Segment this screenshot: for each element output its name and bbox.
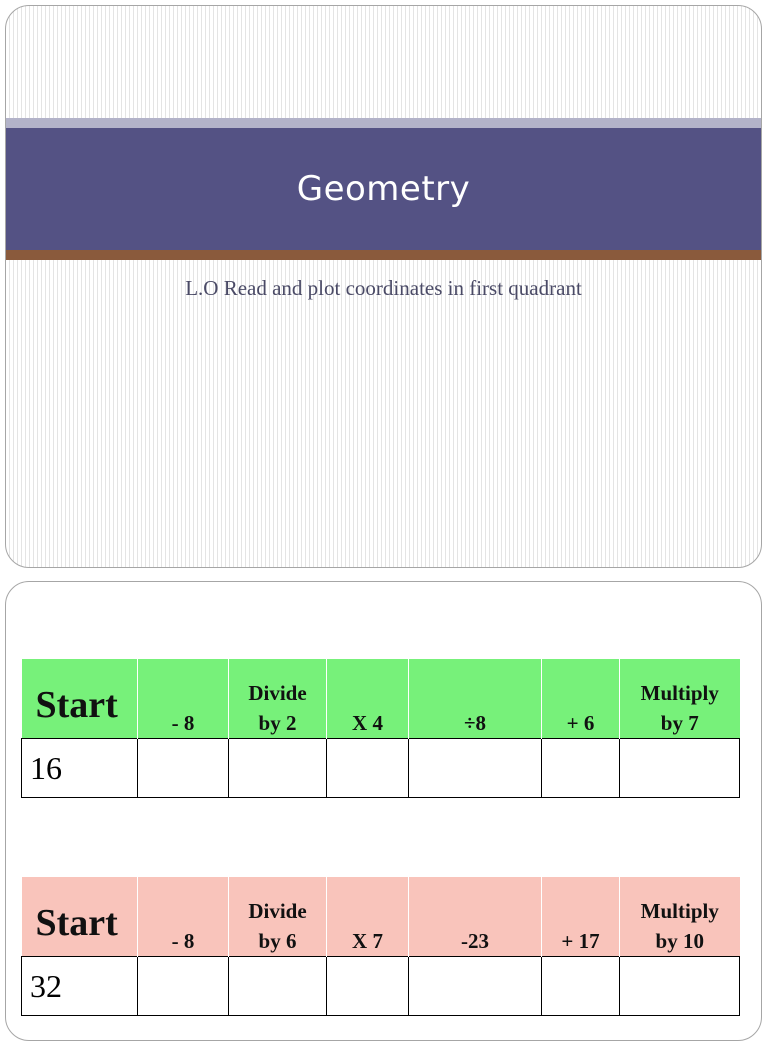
answer-cell[interactable]: [542, 957, 620, 1016]
answer-cell[interactable]: [620, 739, 740, 798]
table-value-row: [22, 957, 740, 1016]
operation-cell: + 6: [542, 659, 620, 739]
start-label: Start: [22, 877, 138, 957]
answer-cell[interactable]: [542, 739, 620, 798]
title-band: [6, 128, 761, 250]
operation-cell: [620, 877, 740, 957]
answer-cell[interactable]: [327, 957, 409, 1016]
operation-cell: - 8: [138, 659, 229, 739]
operation-label: Multiply by 7: [640, 681, 719, 735]
answer-cell[interactable]: [138, 957, 229, 1016]
slide-subtitle: L.O Read and plot coordinates in first quadrant: [185, 276, 582, 300]
bottom-accent-stripe: [6, 250, 761, 260]
answer-cell[interactable]: [409, 957, 542, 1016]
table-header-row: [22, 659, 740, 739]
operation-cell: -23: [409, 877, 542, 957]
operation-label: Divide by 6: [248, 899, 307, 953]
operation-label: Divide by 2: [248, 681, 307, 735]
start-value: 16: [22, 739, 138, 798]
operation-cell: X 7: [327, 877, 409, 957]
start-value: 32: [22, 957, 138, 1016]
operation-cell: X 4: [327, 659, 409, 739]
answer-cell[interactable]: [229, 957, 327, 1016]
answer-cell[interactable]: [327, 739, 409, 798]
operations-table-2: [21, 877, 740, 1016]
answer-cell[interactable]: [620, 957, 740, 1016]
operation-label: Multiply by 10: [640, 899, 719, 953]
title-slide: [5, 5, 762, 568]
operations-table-1: [21, 659, 740, 798]
operation-cell: [229, 659, 327, 739]
operation-cell: [620, 659, 740, 739]
answer-cell[interactable]: [409, 739, 542, 798]
operation-cell: [229, 877, 327, 957]
start-label: Start: [22, 659, 138, 739]
operation-cell: ÷8: [409, 659, 542, 739]
answer-cell[interactable]: [138, 739, 229, 798]
table-value-row: [22, 739, 740, 798]
table-header-row: [22, 877, 740, 957]
operation-cell: + 17: [542, 877, 620, 957]
function-machine-slide: [5, 581, 762, 1041]
slide-title: Geometry: [296, 169, 471, 209]
answer-cell[interactable]: [229, 739, 327, 798]
top-accent-stripe: [6, 118, 761, 128]
operation-cell: - 8: [138, 877, 229, 957]
